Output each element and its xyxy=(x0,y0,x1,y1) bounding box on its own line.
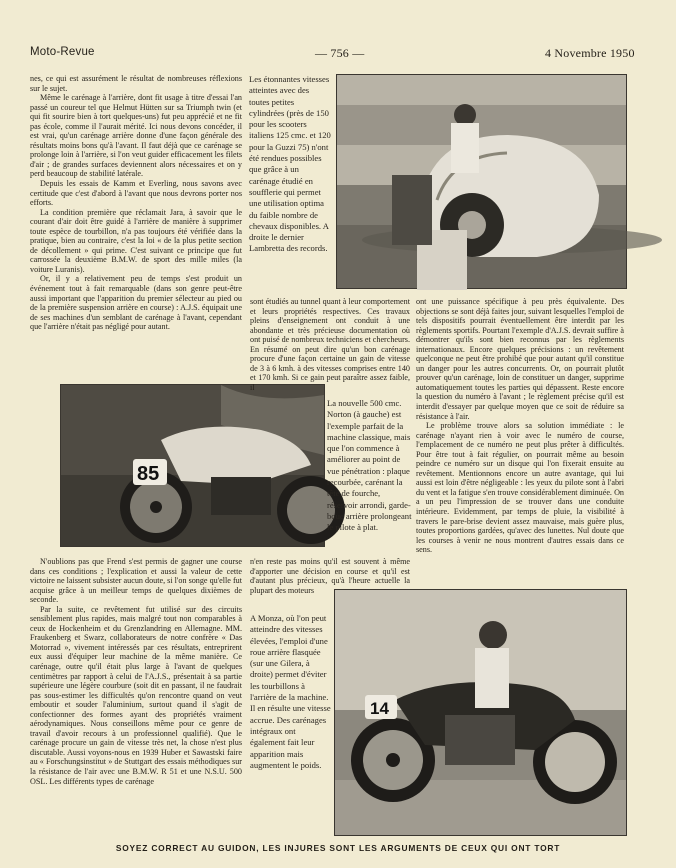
caption-text: Les étonnantes vitesses atteintes avec des toutes petites cylindrées (près de 150 pour les scooters italiens 125 cmc. et 120 pour la Guzzi 75) n'ont été rendues possibles que grâce à un carénage étudié en soufflerie qui permet une utilisation optima du faible nombre de chevaux disponibles. A droite le dernier Lambretta des records. xyxy=(249,74,331,254)
paragraph: ont une puissance spécifique à peu près équivalente. Des objections se sont déjà faites jour, suivant lesquelles l'emploi de tels dispositifs pourrait éventuellement être interdit par les règlements sportifs. Pourtant l'exemple d'A.J.S. devrait suffire à démontrer qu'ils sont bien reconnus par les règlements internationaux. Encore quelques précisions : un revêtement quelconque ne peut être prohibé que pour autant qu'il constitue un danger pour les autres concurrents. Or, on pourrait plutôt prouver qu'un carénage, loin de constituer un danger, supprime automatiquement toutes les parties qui dépassent. Reste encore la question du numéro à l'avant ; le règlement précise qu'il est interdit d'essayer par quelque moyen que ce soit de réduire sa résistance à l'air. xyxy=(416,297,624,421)
paragraph: Même le carénage à l'arrière, dont fit usage à titre d'essai l'an passé un coureur tel que Helmut Hütten sur sa Triumph twin (et qui fit sourire bien à tort quelques-uns) fut peu apprécié et ne fit pas école, comme il l'aurait mérité. Ici nous devons concéder, il est vrai, qu'un carénage arrière donne d'une façon générale des résultats moins bons qu'à l'avant. Il faut déjà que ce carénage se prolonge loin à l'arrière, si l'on veut guider efficacement les filets d'air ; de grandes surfaces deviennent alors nécessaires et on y perd beaucoup de stabilité latérale. xyxy=(30,93,242,179)
article-text-column-3 xyxy=(416,297,624,587)
norton-photo xyxy=(60,384,325,547)
magazine-title: Moto-Revue xyxy=(30,46,95,58)
gilera-photo xyxy=(334,589,627,836)
paragraph: N'oublions pas que Frend s'est permis de gagner une course dans ces conditions ; l'explication et aussi la valeur de cette victoire ne laissent subsister aucun doute, si l'on songe qu'elle fut acquise grâce à un meilleur temps de quelques dixièmes de seconde. xyxy=(30,557,242,605)
race-number-85: 85 xyxy=(137,463,160,485)
article-text-column-1-bottom xyxy=(30,557,242,833)
paragraph: Depuis les essais de Kamm et Everling, nous savons avec certitude que c'est d'abord à l'avant que nous devrons porter nos efforts. xyxy=(30,179,242,208)
article-text-column-1-top xyxy=(30,74,242,389)
paragraph: Or, il y a relativement peu de temps s'est produit un événement tout à fait remarquable (dans son genre peut-être aussi important que l'apparition du premier sélecteur au pied ou de la première suspension arrière en course) : A.J.S. équipait une de ses machines d'un semblant de carénage à l'avant, cependant que l'arrière n'était pas négligé pour autant. xyxy=(30,274,242,332)
caption-text: A Monza, où l'on peut atteindre des vitesses élevées, l'emploi d'une roue arrière flasquée (sur une Gilera, à droite) permet d'éviter les tourbillons à l'arrière de la machine. Il en résulte une vitesse accrue. Des carénages intégraux ont également fait leur apparition mais augmentent le poids. xyxy=(250,613,331,770)
article-text-column-2-bottom xyxy=(250,557,410,595)
paragraph: sont étudiés au tunnel quant à leur comportement et leurs propriétés respectives. Ces travaux pleins d'enseignement ont conduit à une abondante et très précieuse documentation où ont puisé de nombreux techniciens et chercheurs. En résumé on peut dire qu'un bon carénage procure d'une façon certaine un gain de vitesse de 3 à 6 kmh. à des vitesses comprises entre 140 et 170 kmh. Si ce gain peut paraître assez faible, il xyxy=(250,297,410,392)
paragraph: n'en reste pas moins qu'il est souvent à même d'apporter une décision en course et qu'il est d'autant plus précieux, qu'à l'heure actuelle la plupart des moteurs xyxy=(250,557,410,595)
race-number-14: 14 xyxy=(370,699,389,718)
footer-slogan: SOYEZ CORRECT AU GUIDON, LES INJURES SONT LES ARGUMENTS DE CEUX QUI ONT TORT xyxy=(115,843,561,853)
issue-date: 4 Novembre 1950 xyxy=(545,46,635,60)
paragraph: Par la suite, ce revêtement fut utilisé sur des circuits sensiblement plus rapides, mais malgré tout non comparables à ceux de Hockenheim et du Grenzlandring en Allemagne. MM. Fraukenberg et Swarz, collaborateurs de notre confrère « Das Motorrad », vivement intéressés par ces résultats, entreprirent eux aussi d'équiper leur machine de la même manière. Ce carénage, outre qu'il était plus large à l'avant de quelques centimètres par rapport à celui de l'A.J.S., présentait à sa partie supérieure une légère courbure (soit dit en passant, il ne faudrait pas sous-estimer les difficultés qu'on rencontre quand on veut emboutir et souder l'aluminium, surtout quand il s'agit de confectionner des formes ayant des propriétés vraiment aérodynamiques. Nous conseillons même pour ce genre de travail d'avoir recours à un professionnel qualifié). Que le carénage procure un gain de vitesse très net, la chose n'est plus discutable. Aussi voyons-nous en 1939 Huber et Sawastski faire au « Forschungsinstitut » de Stuttgart des essais méthodiques sur la résistance de l'air avec une B.M.W. R 51 et une N.S.U. 500 OSL. Les différents types de carénage xyxy=(30,604,242,786)
paragraph: La condition première que réclamait Jara, à savoir que le courant d'air doit être guidé à l'arrière de manière à supprimer toute espèce de tourbillon, n'a pas toujours été vérifiée dans la pratique, bien au contraire, c'est la loi « de la plus petite section de décollement » qui prime. C'est suivant ce principe que fut carrossée la deuxième B.M.W. de sport des mille miles (la voiture Luranis). xyxy=(30,207,242,274)
caption-norton xyxy=(327,398,412,548)
article-text-column-2-middle xyxy=(250,297,410,392)
caption-gilera xyxy=(250,613,332,833)
page-number: — 756 — xyxy=(315,46,365,60)
paragraph: Le problème trouve alors sa solution immédiate : le carénage n'ayant rien à voir avec le numéro de course, l'emplacement de ce numéro ne peut plus prêter à difficultés. Pour être tout à fait régulier, on pourrait même au besoin peindre ce numéro sur un disque qui l'on fixerait ensuite au revêtement. Mentionnons encore un autre avantage, qui lui aussi est loin d'être négligeable : les yeux du pilote sont à l'abri du vent et la fatigue s'en trouve considérablement diminuée. On a un peu l'impression de se trouver dans une conduite intérieure. Evidemment, par temps de pluie, la visibilité à travers le pare-brise devient assez mauvaise, mais guère plus, toutes proportions gardées, qu'avec des lunettes. Nul doute que les courses à venir ne nous montrent d'autres essais dans ce sens. xyxy=(416,421,624,555)
lambretta-photo xyxy=(336,74,627,289)
caption-lambretta xyxy=(249,74,331,286)
paragraph: nes, ce qui est assurément le résultat de nombreuses réflexions sur le sujet. xyxy=(30,74,242,93)
caption-text: La nouvelle 500 cmc. Norton (à gauche) est l'exemple parfait de la machine classique, mais que l'on commence à améliorer au point de vue pénétration : plaque recourbée, carénant la tête de fourche, réservoir arrondi, garde-boue arrière prolongeant le pilote à plat. xyxy=(327,398,412,533)
